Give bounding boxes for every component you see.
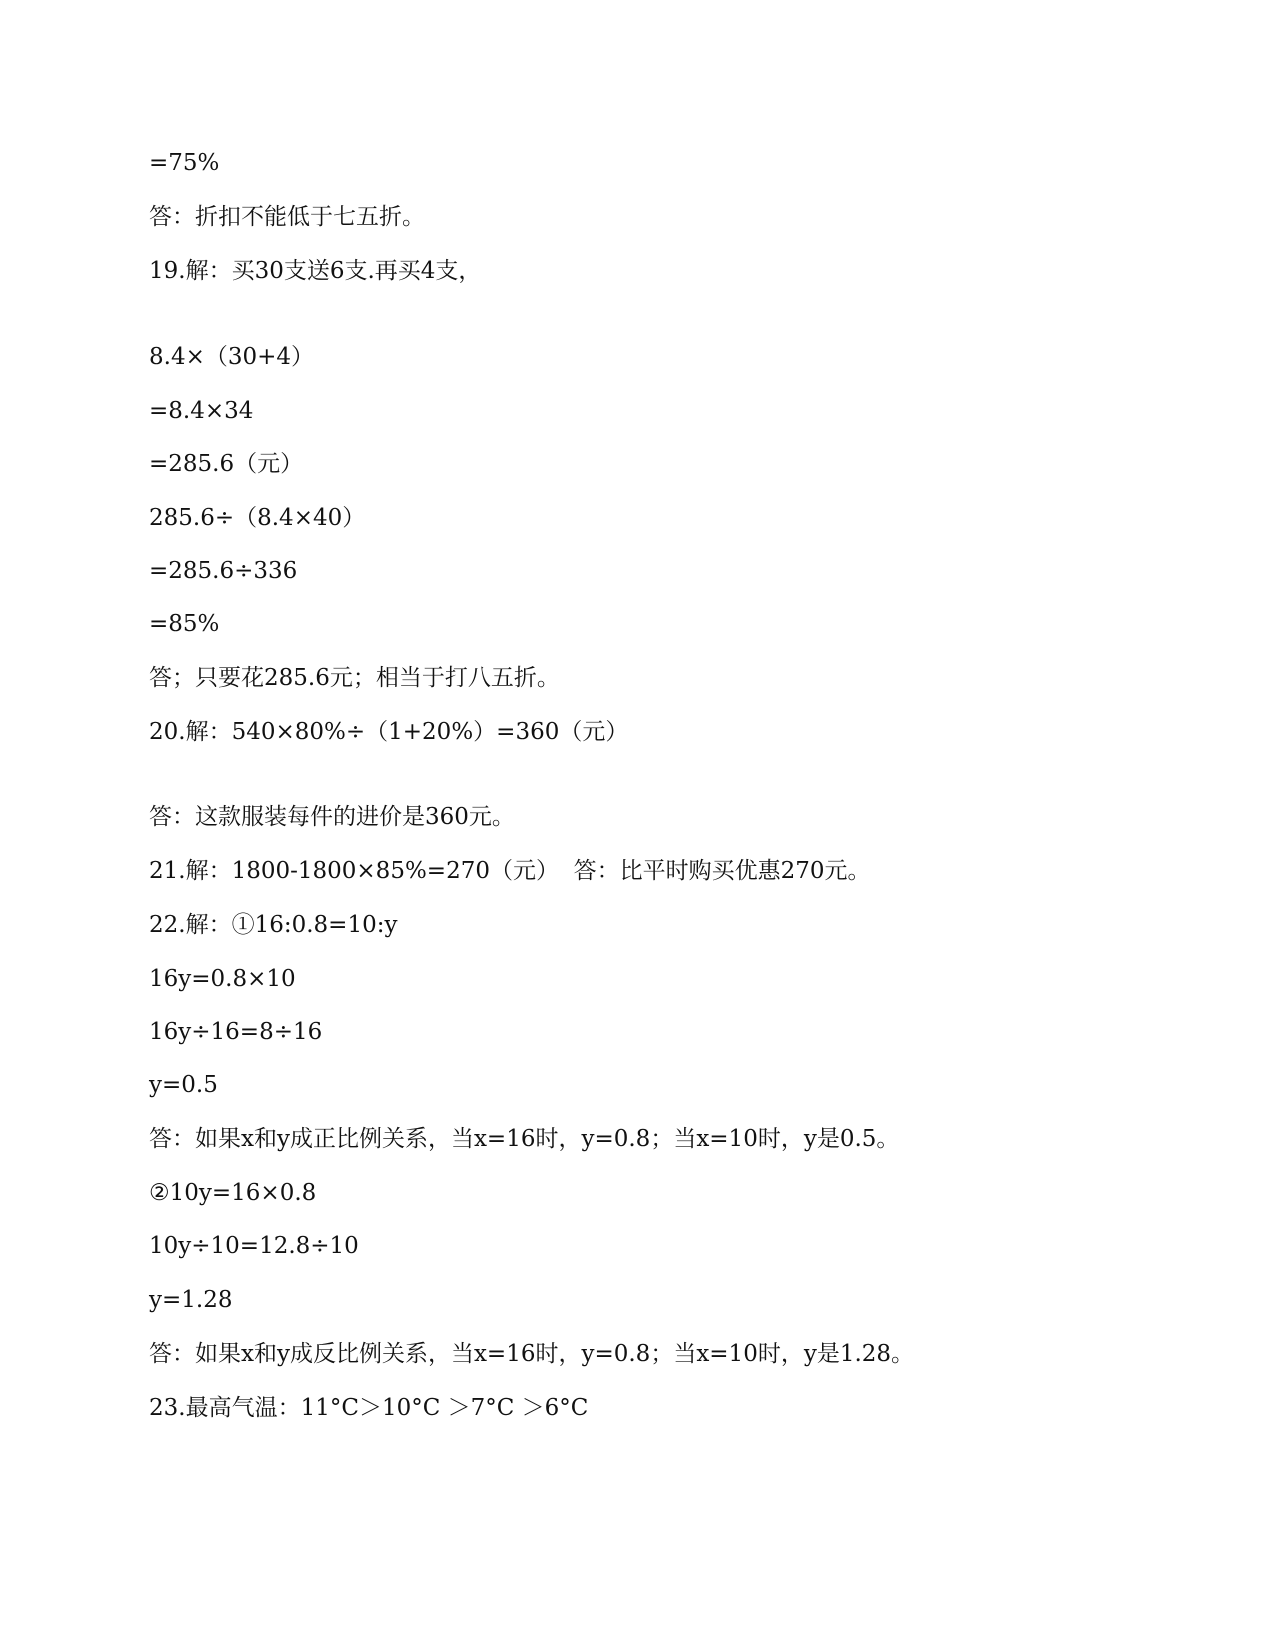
text-line: =285.6÷336 xyxy=(149,558,298,584)
text-line: 20.解：540×80%÷（1+20%）=360（元） xyxy=(149,719,629,745)
text-line: 285.6÷（8.4×40） xyxy=(149,505,366,531)
text-line: 10y÷10=12.8÷10 xyxy=(149,1233,359,1259)
text-line: 答：如果x和y成反比例关系，当x=16时，y=0.8；当x=10时，y是1.28。 xyxy=(149,1341,915,1367)
text-line: 答：这款服装每件的进价是360元。 xyxy=(149,804,515,830)
text-line: 16y=0.8×10 xyxy=(149,966,296,992)
text-line: ②10y=16×0.8 xyxy=(149,1180,317,1206)
text-line: =75% xyxy=(149,150,220,176)
text-line: =285.6（元） xyxy=(149,451,304,477)
text-line: 16y÷16=8÷16 xyxy=(149,1019,323,1045)
text-line: 21.解：1800-1800×85%=270（元） 答：比平时购买优惠270元。 xyxy=(149,858,871,884)
text-line: =85% xyxy=(149,611,220,637)
text-line: y=0.5 xyxy=(149,1072,218,1098)
text-line: 答；只要花285.6元；相当于打八五折。 xyxy=(149,665,560,691)
text-line: 23.最高气温：11°C＞10°C ＞7°C ＞6°C xyxy=(149,1395,589,1421)
text-line: y=1.28 xyxy=(149,1287,233,1313)
text-line: 22.解：①16:0.8=10:y xyxy=(149,912,398,938)
text-line: 8.4×（30+4） xyxy=(149,344,315,370)
text-line: =8.4×34 xyxy=(149,398,254,424)
text-line: 答：折扣不能低于七五折。 xyxy=(149,204,425,230)
text-line: 19.解：买30支送6支.再买4支， xyxy=(149,258,482,284)
text-line: 答：如果x和y成正比例关系，当x=16时，y=0.8；当x=10时，y是0.5。 xyxy=(149,1126,900,1152)
